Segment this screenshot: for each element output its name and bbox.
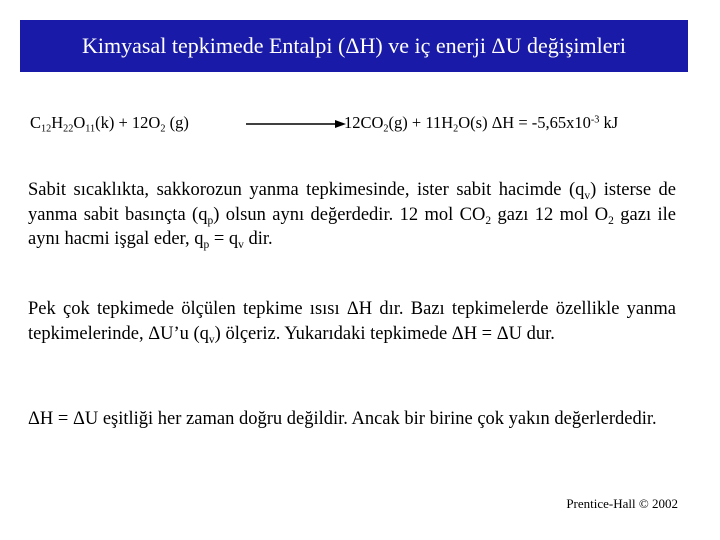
superscript: -3: [590, 114, 600, 126]
subscript: v: [208, 333, 215, 346]
paragraph-text: ) olsun aynı değerdedir. 12 mol CO: [213, 204, 486, 225]
paragraph-reaction-heat: [28, 297, 676, 346]
subscript: v: [238, 239, 244, 251]
paragraph-text: Sabit sıcaklıkta, sakkorozun yanma tepkimesinde, ister sabit hacimde (q: [28, 180, 585, 200]
paragraph-text: gazı ile aynı hacmi işgal eder, q: [28, 204, 677, 249]
subscript: p: [207, 214, 214, 227]
reactant-text: (k) + 12O: [95, 113, 161, 132]
reactant-text: C: [30, 113, 42, 132]
subscript: v: [584, 190, 591, 202]
paragraph-text: ) ölçeriz. Yukarıdaki tepkimede ΔH = ΔU dur.: [214, 323, 555, 344]
reactants: [30, 113, 189, 133]
reactant-text: (g): [165, 113, 189, 132]
subscript: 2: [383, 123, 389, 135]
subscript: 22: [63, 123, 74, 135]
subscript: 12: [41, 123, 52, 135]
subscript: 11: [85, 123, 96, 135]
product-text: (g) + 11H: [388, 113, 454, 132]
paragraph-text: = q: [209, 229, 239, 249]
paragraph-text: dir.: [243, 229, 273, 249]
subscript: 2: [160, 123, 166, 135]
paragraph-text: ) isterse de yanma sabit basınçta (q: [28, 180, 676, 225]
paragraph-constant-volume-pressure: [28, 178, 676, 252]
paragraph-text: gazı 12 mol O: [491, 204, 609, 225]
product-text: 12CO: [344, 113, 384, 132]
product-text: O(s) ΔH = -5,65x10: [458, 113, 591, 132]
product-text: kJ: [599, 113, 619, 132]
reactant-text: H: [51, 113, 64, 132]
subscript: 2: [453, 123, 459, 135]
subscript: 2: [608, 214, 614, 227]
paragraph-equality-note: [28, 407, 676, 432]
reactant-text: O: [73, 113, 86, 132]
slide-title: Kimyasal tepkimede Entalpi (ΔH) ve iç enerji ΔU değişimleri: [20, 20, 688, 72]
paragraph-text: ΔH = ΔU eşitliği her zaman doğru değildir. Ancak bir birine çok yakın değerlerdedir.: [28, 409, 657, 429]
paragraph-text: Pek çok tepkimede ölçülen tepkime ısısı ΔH dır. Bazı tepkimelerde özellikle yanma tepkimelerinde, ΔU’u (q: [28, 299, 676, 344]
products: [344, 113, 618, 133]
reaction-equation: [30, 113, 690, 141]
copyright-credit: Prentice-Hall © 2002: [566, 496, 678, 511]
subscript: 2: [485, 214, 492, 227]
subscript: p: [203, 239, 210, 251]
reaction-arrow-icon: [246, 115, 346, 133]
